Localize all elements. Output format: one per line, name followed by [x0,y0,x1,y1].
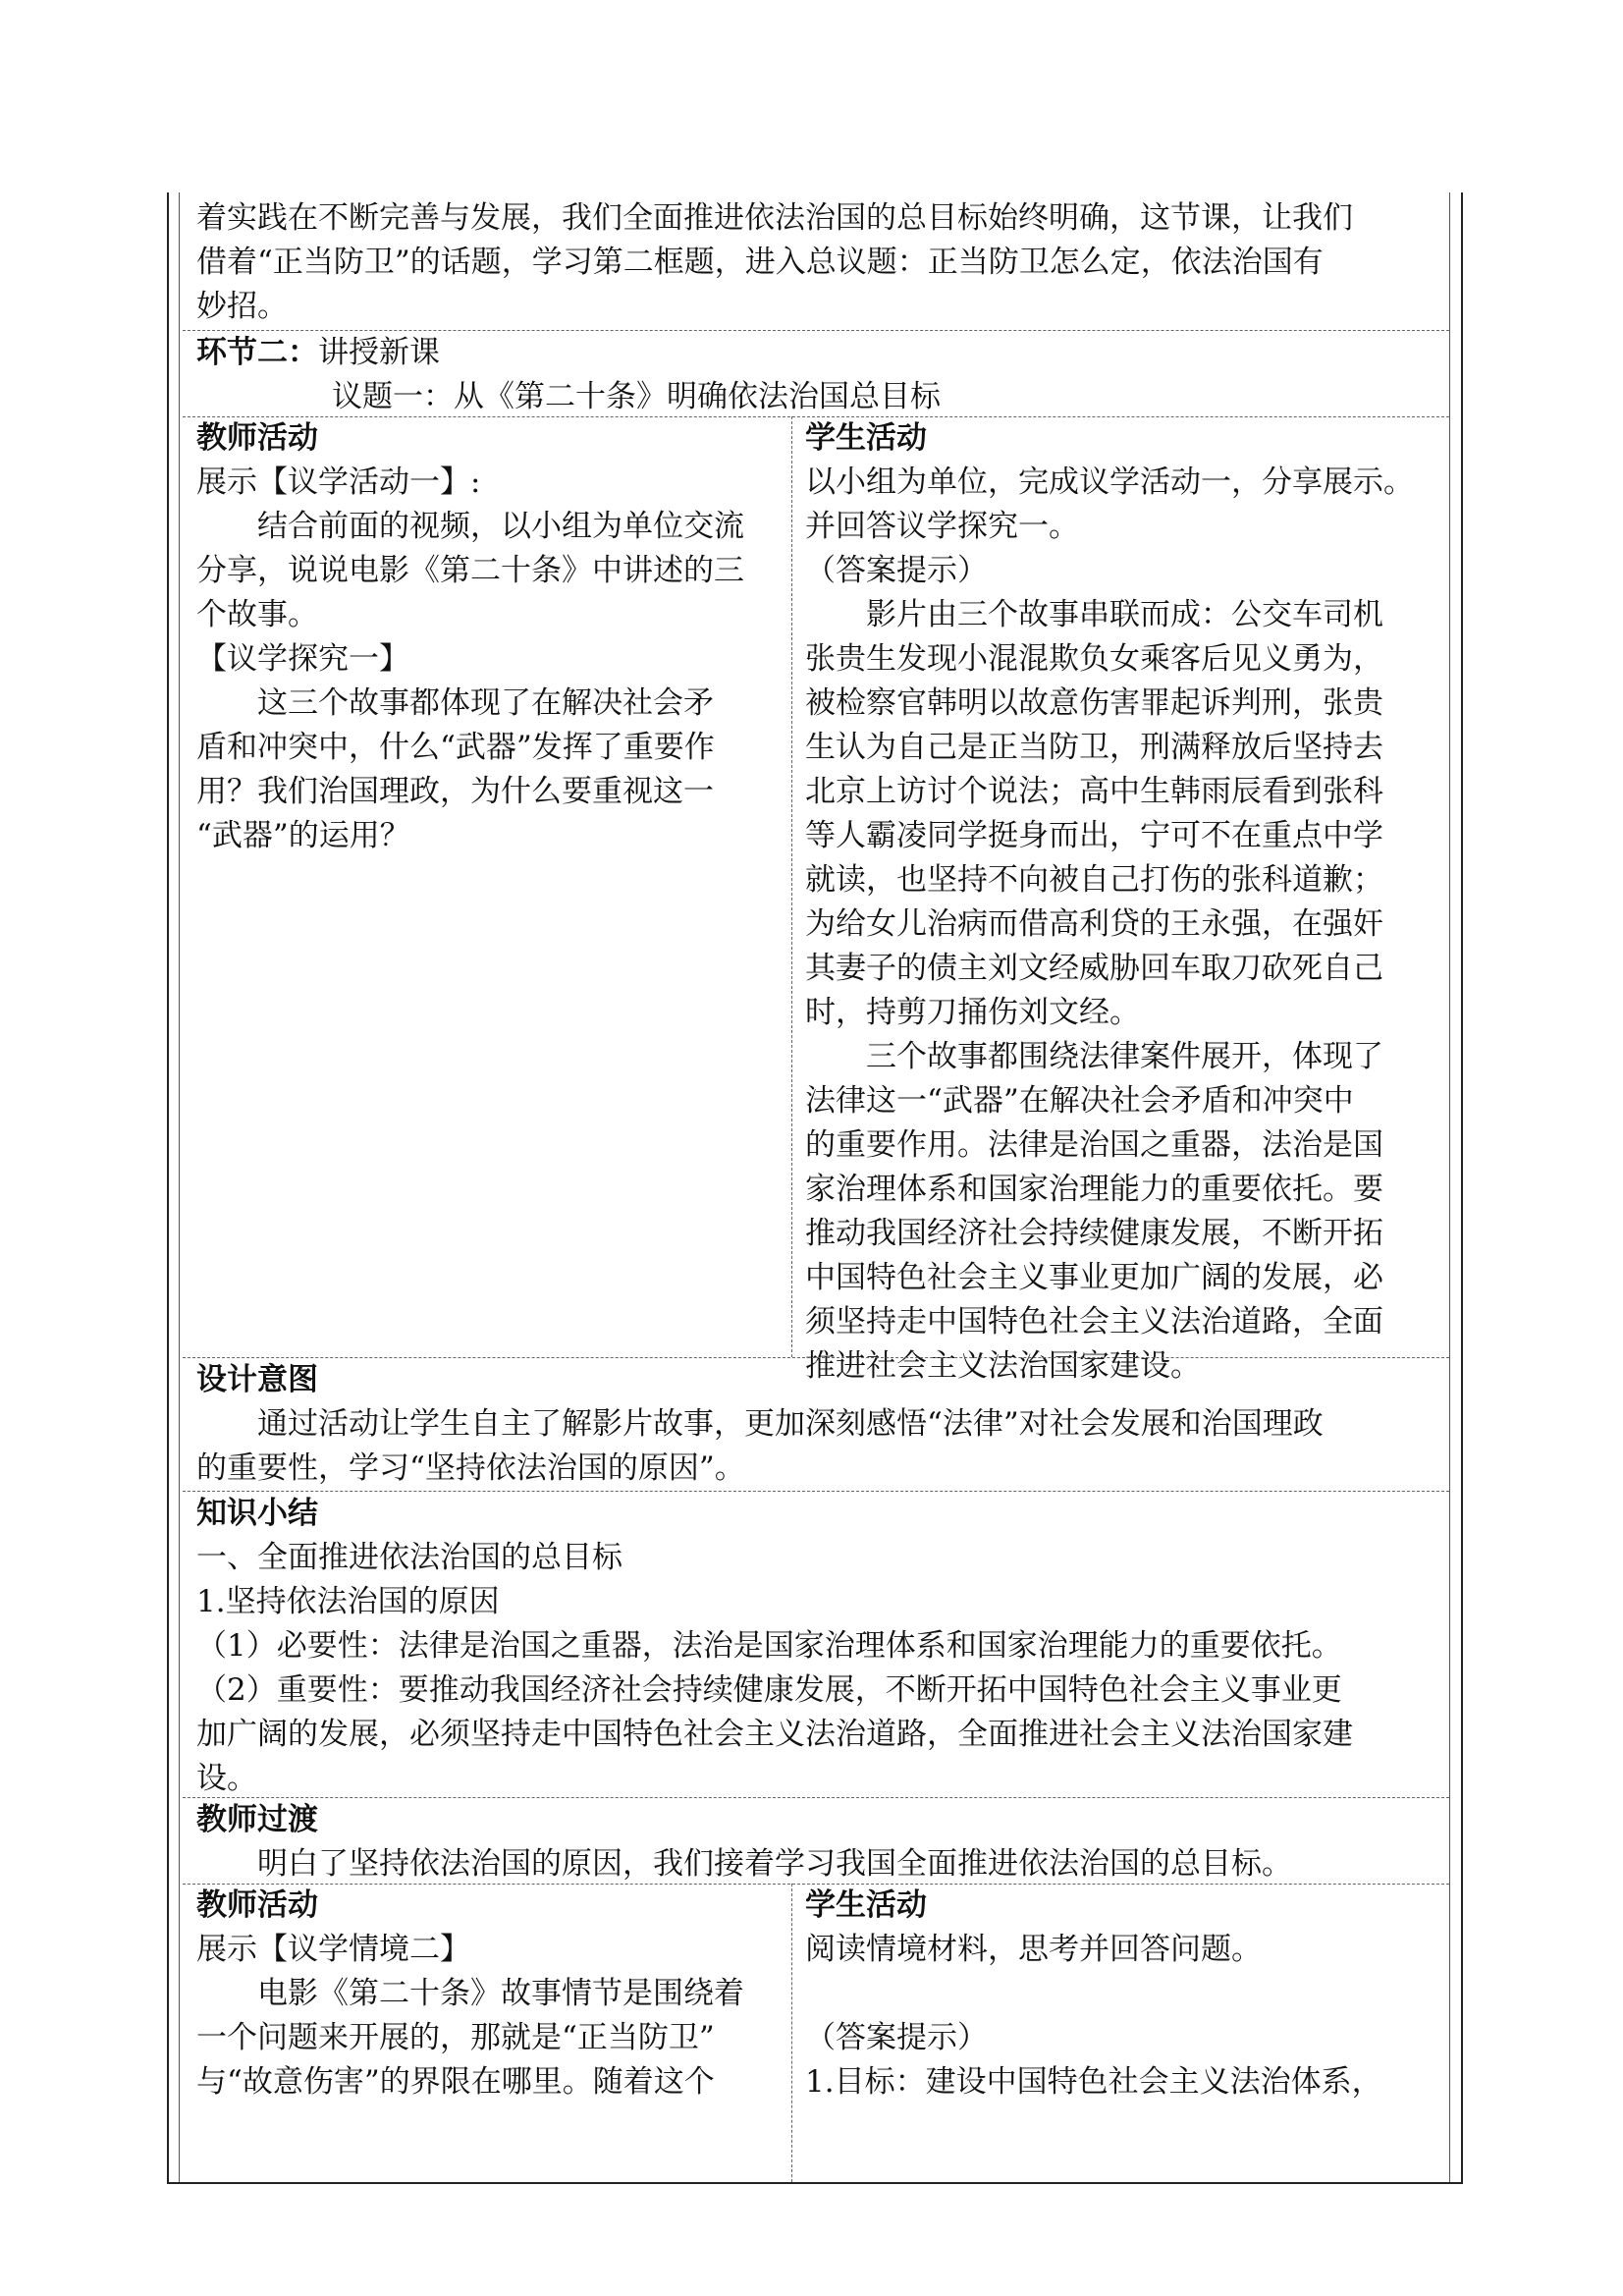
summary-line: 1.坚持依法治国的原因 [196,1584,500,1619]
teacher-line: 分享，说说电影《第二十条》中讲述的三 [196,553,744,588]
section-heading-title: 讲授新课 [318,335,440,370]
student-line: 张贵生发现小混混欺负女乘客后见义勇为， [805,641,1383,677]
student-line: 北京上访讨个说法；高中生韩雨辰看到张科 [805,774,1383,809]
teacher-line: 结合前面的视频，以小组为单位交流 [257,509,744,544]
teacher-line: 展示【议学活动一】: [196,465,481,500]
topic-one-title: 议题一：从《第二十条》明确依法治国总目标 [332,379,941,414]
knowledge-summary-heading: 知识小结 [196,1496,318,1531]
teacher-transition-row [183,1797,1449,1886]
summary-line: 一、全面推进依法治国的总目标 [196,1540,622,1575]
teacher-line: 展示【议学情境二】 [196,1932,470,1967]
section-heading-label: 环节二： [196,335,318,370]
design-intent-line: 通过活动让学生自主了解影片故事，更加深刻感悟“法律”对社会发展和治国理政 [257,1406,1324,1442]
summary-line: 设。 [196,1761,257,1796]
student-activity-heading: 学生活动 [805,420,927,456]
student-line: 须坚持走中国特色社会主义法治道路，全面 [805,1304,1383,1339]
block2-teacher-column [183,1884,791,2105]
student-line: 被检察官韩明以故意伤害罪起诉判刑，张贵 [805,685,1383,721]
student-line: （答案提示） [805,553,988,588]
teacher-line: 一个问题来开展的，那就是“正当防卫” [196,2020,715,2055]
teacher-line: 这三个故事都体现了在解决社会矛 [257,685,714,721]
teacher-line: 电影《第二十条》故事情节是围绕着 [257,1976,744,2011]
teacher-line: 用？我们治国理政，为什么要重视这一 [196,774,714,809]
block1-student-column [791,416,1449,1389]
design-intent-line: 的重要性，学习“坚持依法治国的原因”。 [196,1450,745,1486]
teacher-line: 【议学探究一】 [196,641,409,677]
student-activity-heading: 学生活动 [805,1887,927,1923]
student-line: 等人霸凌同学挺身而出，宁可不在重点中学 [805,818,1383,853]
student-line: 为给女儿治病而借高利贷的王永强，在强奸 [805,906,1383,942]
teacher-activity-heading: 教师活动 [196,1887,318,1923]
student-line: （答案提示） [805,2020,988,2055]
student-line: 就读，也坚持不向被自己打伤的张科道歉； [805,862,1383,898]
student-line: 并回答议学探究一。 [805,509,1079,544]
intro-line: 着实践在不断完善与发展，我们全面推进依法治国的总目标始终明确，这节课，让我们 [196,200,1353,236]
teacher-transition-heading: 教师过渡 [196,1802,318,1837]
student-line: 中国特色社会主义事业更加广阔的发展，必 [805,1260,1383,1295]
table-inner-border-left [179,192,180,2182]
summary-line: （1）必要性：法律是治国之重器，法治是国家治理体系和国家治理能力的重要依托。 [196,1628,1342,1664]
table-inner-border-right [1449,192,1450,2182]
teacher-activity-heading: 教师活动 [196,420,318,456]
student-line: 家治理体系和国家治理能力的重要依托。要 [805,1172,1383,1207]
student-line: 三个故事都围绕法律案件展开，体现了 [866,1039,1383,1074]
teacher-line: “武器”的运用？ [196,818,410,853]
student-line-blank [805,1972,1435,2016]
student-line: 影片由三个故事串联而成：公交车司机 [866,597,1383,632]
intro-line: 借着“正当防卫”的话题，学习第二框题，进入总议题：正当防卫怎么定，依法治国有 [196,245,1324,280]
student-line: 法律这一“武器”在解决社会矛盾和冲突中 [805,1083,1354,1119]
student-line: 时，持剪刀捅伤刘文经。 [805,995,1140,1030]
teacher-line: 个故事。 [196,597,318,632]
intro-paragraph [183,196,1449,329]
design-intent-heading: 设计意图 [196,1362,318,1397]
teacher-transition-line: 明白了坚持依法治国的原因，我们接着学习我国全面推进依法治国的总目标。 [257,1846,1292,1882]
knowledge-summary-row [183,1491,1449,1801]
student-line: 推进社会主义法治国家建设。 [805,1348,1201,1384]
teacher-line: 与“故意伤害”的界限在哪里。随着这个 [196,2064,715,2100]
teacher-line: 盾和冲突中，什么“武器”发挥了重要作 [196,730,715,765]
student-line: 推动我国经济社会持续健康发展，不断开拓 [805,1216,1383,1251]
intro-line: 妙招。 [196,289,288,324]
block2-student-column [791,1884,1449,2105]
summary-line: （2）重要性：要推动我国经济社会持续健康发展，不断开拓中国特色社会主义事业更 [196,1672,1342,1708]
student-line: 以小组为单位，完成议学活动一，分享展示。 [805,465,1414,500]
summary-line: 加广阔的发展，必须坚持走中国特色社会主义法治道路，全面推进社会主义法治国家建 [196,1717,1353,1752]
student-line: 阅读情境材料，思考并回答问题。 [805,1932,1262,1967]
student-line: 的重要作用。法律是治国之重器，法治是国 [805,1127,1383,1163]
student-line: 生认为自己是正当防卫，刑满释放后坚持去 [805,730,1383,765]
block1-teacher-column [183,416,791,858]
student-line: 1.目标：建设中国特色社会主义法治体系， [805,2064,1382,2100]
design-intent-row [183,1357,1449,1491]
student-line: 其妻子的债主刘文经威胁回车取刀砍死自己 [805,951,1383,986]
section-heading-row [183,330,1449,419]
